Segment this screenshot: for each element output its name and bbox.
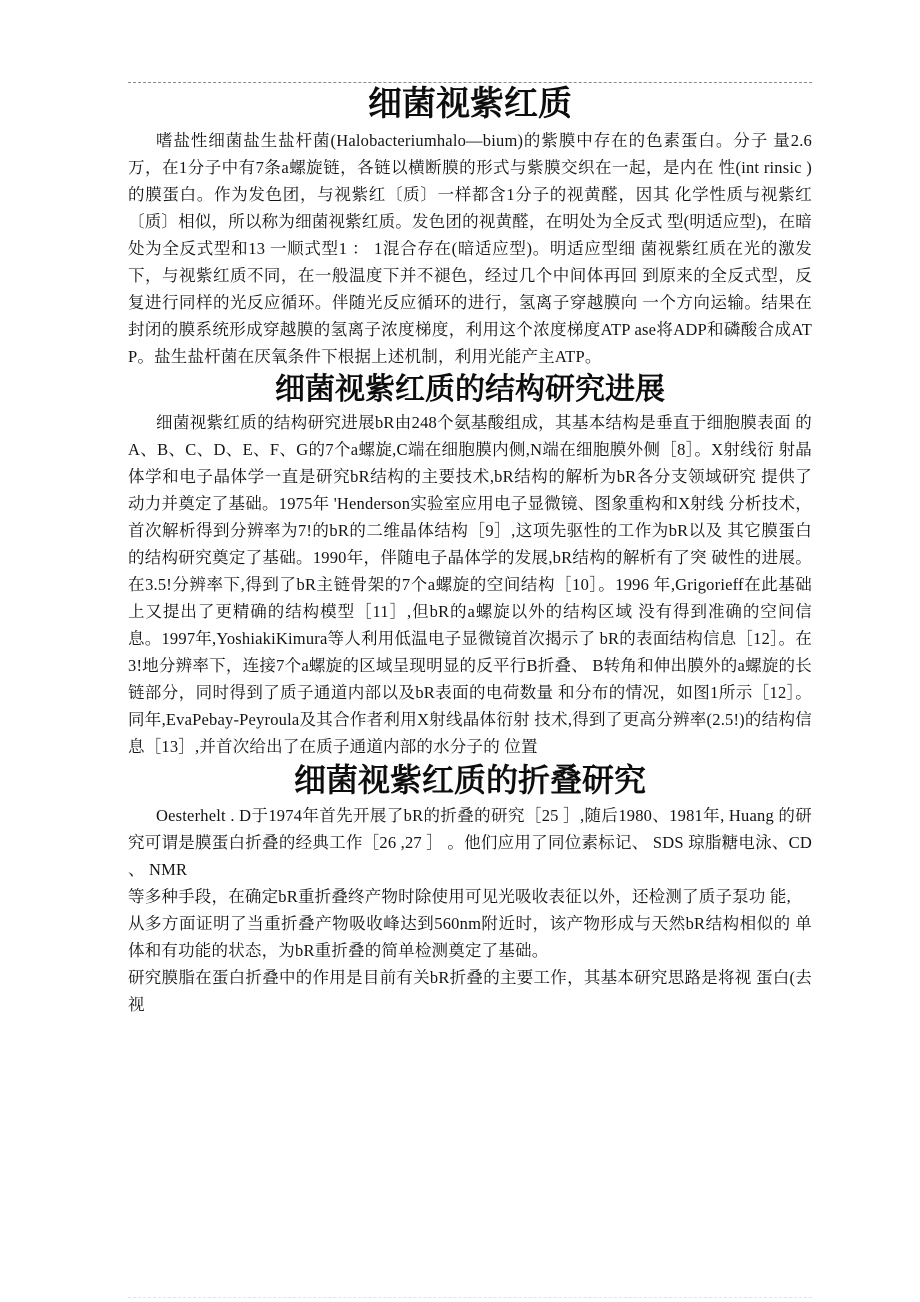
paragraph-folding-methods: 等多种手段，在确定bR重折叠终产物时除使用可见光吸收表征以外，还检测了质子泵功 能, bbox=[128, 886, 791, 906]
paragraph-membrane-lipid: 研究膜脂在蛋白折叠中的作用是目前有关bR折叠的主要工作，其基本研究思路是将视 蛋白(去视 bbox=[128, 967, 812, 1014]
document-content bbox=[128, 0, 812, 1018]
section-title-folding-research: 细菌视紫红质的折叠研究 bbox=[293, 762, 646, 799]
section-title-structure-research: 细菌视紫红质的结构研究进展 bbox=[275, 373, 665, 407]
paragraph-bacteriorhodopsin-intro: 嗜盐性细菌盐生盐杆菌(Halobacteriumhalo—bium)的紫膜中存在的色素蛋白。分子 量2.6万，在1分子中有7条a螺旋链，各链以横断膜的形式与紫膜交织在一起，是内在 性(int rinsic )的膜蛋白。作为发色团，与视紫红〔质〕一样都含1分子的视黄醛，因其 化学性质与视紫红〔质〕相似，所以称为细菌视紫红质。发色团的视黄醛，在明处为全反式 型(明适应型)，在暗处为全反式型和13 一顺式型1 ： 1混合存在(暗适应型)。明适应型细 菌视紫红质在光的激发下，与视紫红质不同，在一般温度下并不褪色，经过几个中间体再回 到原来的全反式型，反复进行同样的光反应循环。伴随光反应循环的进行，氢离子穿越膜向 一个方向运输。结果在封闭的膜系统形成穿越膜的氢离子浓度梯度，利用这个浓度梯度ATP ase将ADP和磷酸合成ATP。盐生盐杆菌在厌氧条件下根据上述机制，利用光能产主ATP。 bbox=[128, 131, 812, 367]
footer-rule bbox=[128, 1297, 812, 1298]
paragraph-structure-research: 细菌视紫红质的结构研究进展bR由248个氨基酸组成，其基本结构是垂直于细胞膜表面 的A、B、C、D、E、F、G的7个a螺旋,C端在细胞膜内侧,N端在细胞膜外侧［8］。X射线衍 射晶体学和电子晶体学一直是研究bR结构的主要技术,bR结构的解析为bR各分支领域研究 提供了动力并奠定了基础。1975年 'Henderson实验室应用电子显微镜、图象重构和X射线 分析技术，首次解析得到分辨率为7!的bR的二维晶体结构［9］,这项先驱性的工作为bR以及 其它膜蛋白的结构研究奠定了基础。1990年，伴随电子晶体学的发展,bR结构的解析有了突 破性的进展。在3.5!分辨率下,得到了bR主链骨架的7个a螺旋的空间结构［10］。1996 年,Grigorieff在此基础上又提出了更精确的结构模型［11］,但bR的a螺旋以外的结构区域 没有得到准确的空间信息。1997年,YoshiakiKimura等人利用低温电子显微镜首次揭示了 bR的表面结构信息［12］。在3!地分辨率下，连接7个a螺旋的区域呈现明显的反平行B折叠、 B转角和伸出膜外的a螺旋的长链部分，同时得到了质子通道内部以及bR表面的电荷数量 和分布的情况，如图1所示［12］。同年,EvaPebay-Peyroula及其合作者利用X射线晶体衍射 技术,得到了更高分辨率(2.5!)的结构信息［13］,并首次给出了在质子通道内部的水分子的 位置 bbox=[128, 413, 812, 757]
section-title-bacteriorhodopsin: 细菌视紫红质 bbox=[368, 86, 572, 123]
paragraph-folding-history: Oesterhelt . D于1974年首先开展了bR的折叠的研究［25 ］,随后1980、1981年, Huang 的研究可谓是膜蛋白折叠的经典工作［26 ,27 ］ 。他们应用了同位素标记、 SDS 琼脂糖电泳、CD 、 NMR bbox=[128, 805, 812, 879]
paragraph-folding-results: 从多方面证明了当重折叠产物吸收峰达到560nm附近时，该产物形成与天然bR结构相似的 单体和有功能的状态，为bR重折叠的简单检测奠定了基础。 bbox=[128, 913, 812, 960]
